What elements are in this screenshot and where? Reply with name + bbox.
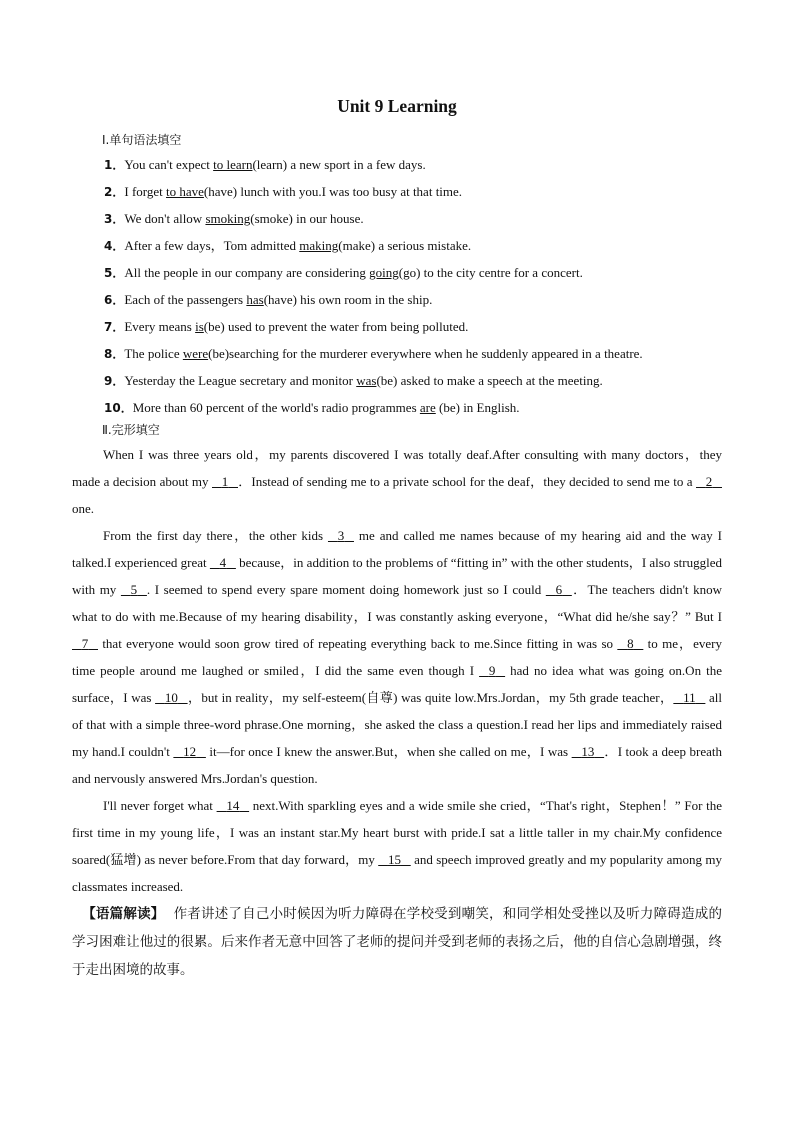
blank-5[interactable]: 5 xyxy=(130,582,138,597)
grammar-item xyxy=(104,151,722,178)
blank-8[interactable]: 8 xyxy=(627,636,634,651)
item-number: 4． xyxy=(104,239,125,253)
item-text-before: You can't expect xyxy=(124,157,214,172)
item-answer: going xyxy=(369,265,399,280)
item-text-after: (have) his own room in the ship. xyxy=(263,292,433,307)
grammar-item xyxy=(104,394,722,421)
item-text-after: (be) asked to make a speech at the meeting. xyxy=(376,373,603,388)
item-text-after: (be) in English. xyxy=(435,400,520,415)
item-number: 5． xyxy=(104,266,125,280)
cloze-paragraph-1: When I was three years old，my parents discovered I was totally deaf.After consulting with many doctors，they made a decision about my 1 ．Instead of sending me to a private school for the deaf，they decided to send me to a 2 one. xyxy=(72,447,722,516)
item-answer: are xyxy=(419,400,436,415)
item-text-before: I forget xyxy=(124,184,166,199)
grammar-items-list xyxy=(72,151,722,421)
item-text-after: (smoke) in our house. xyxy=(250,211,364,226)
cloze-paragraph-3: I'll never forget what 14 next.With sparkling eyes and a wide smile she cried，“That's right，Stephen！” For the first time in my young life，I was an instant star.My heart burst with pride.I sat a little taller in my chair.My confidence soared(猛增) as never before.From that day forward，my 15 and speech improved greatly and my popularity among my classmates increased. xyxy=(72,792,722,900)
item-answer: to learn xyxy=(213,157,253,172)
item-text-after: (be)searching for the murderer everywhere when he suddenly appeared in a theatre. xyxy=(208,346,643,361)
item-answer: was xyxy=(356,373,377,388)
item-answer: making xyxy=(299,238,339,253)
grammar-item xyxy=(104,232,722,259)
item-text-after: (learn) a new sport in a few days. xyxy=(252,157,426,172)
grammar-item xyxy=(104,340,722,367)
item-answer: were xyxy=(182,346,209,361)
item-text-before: Every means xyxy=(124,319,196,334)
item-text-before: After a few days，Tom admitted xyxy=(124,238,300,253)
item-number: 2． xyxy=(104,185,125,199)
section-1-heading: Ⅰ.单句语法填空 xyxy=(102,133,182,147)
item-text-before: The police xyxy=(124,346,183,361)
item-text-before: All the people in our company are considering xyxy=(124,265,370,280)
item-answer: to have xyxy=(166,184,204,199)
item-number: 8． xyxy=(104,347,125,361)
summary-text: 作者讲述了自己小时候因为听力障碍在学校受到嘲笑，和同学相处受挫以及听力障碍造成的学习困难让他过的很累。后来作者无意中回答了老师的提问并受到老师的表扬之后，他的自信心急剧增强，终于走出困境的故事。 xyxy=(72,906,723,978)
grammar-item xyxy=(104,367,722,394)
item-text-after: (go) to the city centre for a concert. xyxy=(398,265,583,280)
grammar-item xyxy=(104,313,722,340)
item-number: 7． xyxy=(104,320,125,334)
page-title: Unit 9 Learning xyxy=(337,96,457,116)
item-text-before: We don't allow xyxy=(124,211,206,226)
item-answer: has xyxy=(246,292,264,307)
passage-summary xyxy=(72,900,722,984)
blank-14[interactable]: 14 xyxy=(226,798,240,813)
section-2-heading: Ⅱ.完形填空 xyxy=(102,423,160,437)
blank-12[interactable]: 12 xyxy=(183,744,197,759)
document-page xyxy=(72,96,722,984)
item-text-before: Yesterday the League secretary and monitor xyxy=(124,373,357,388)
item-text-after: (make) a serious mistake. xyxy=(338,238,472,253)
blank-1[interactable]: 1 xyxy=(221,474,229,489)
grammar-item xyxy=(104,286,722,313)
grammar-item xyxy=(104,259,722,286)
item-text-before: Each of the passengers xyxy=(124,292,247,307)
blank-15[interactable]: 15 xyxy=(387,852,401,867)
blank-3[interactable]: 3 xyxy=(337,528,345,543)
blank-2[interactable]: 2 xyxy=(705,474,713,489)
blank-6[interactable]: 6 xyxy=(555,582,563,597)
item-text-after: (have) lunch with you.I was too busy at that time. xyxy=(203,184,463,199)
blank-13[interactable]: 13 xyxy=(581,744,595,759)
blank-7[interactable]: 7 xyxy=(81,636,89,651)
summary-label: 【语篇解读】 xyxy=(82,906,165,922)
blank-11[interactable]: 11 xyxy=(683,690,696,705)
cloze-paragraph-2: From the first day there，the other kids 3 me and called me names because of my hearing aid and the way I talked.I experienced great 4 because，in addition to the problems of “fitting in” with the other students，I also struggled with my 5 . I seemed to spend every spare moment doing homework just so I could 6 ．The teachers didn't know what to do with me.Because of my hearing disability，I was constantly asking everyone，“What did he/she say？” But I 7 that everyone would soon grow tired of repeating everything back to me.Since fitting in was so 8 to me，every time people around me laughed or smiled，I did the same even though I 9 had no idea what was going on.On the surface，I was 10 ，but in reality，my self-esteem(自尊) was quite low.Mrs.Jordan，my 5th grade teacher， 11 all of that with a simple three-word phrase.One morning，she asked the class a question.I read her lips and immediately raised my hand.I couldn't 12 it—for once I knew the answer.But，when she called on me，I was 13 ．I took a deep breath and nervously answered Mrs.Jordan's question. xyxy=(72,522,722,792)
grammar-item xyxy=(104,205,722,232)
blank-10[interactable]: 10 xyxy=(164,690,178,705)
grammar-item xyxy=(104,178,722,205)
item-text-after: (be) used to prevent the water from being polluted. xyxy=(203,319,469,334)
item-number: 6． xyxy=(104,293,125,307)
item-answer: smoking xyxy=(205,211,251,226)
blank-4[interactable]: 4 xyxy=(219,555,227,570)
item-number: 9． xyxy=(104,374,125,388)
item-text-before: More than 60 percent of the world's radio programmes xyxy=(132,400,420,415)
item-number: 1． xyxy=(104,158,125,172)
blank-9[interactable]: 9 xyxy=(488,663,496,678)
item-answer: is xyxy=(195,319,204,334)
item-number: 10． xyxy=(104,401,133,415)
item-number: 3． xyxy=(104,212,125,226)
